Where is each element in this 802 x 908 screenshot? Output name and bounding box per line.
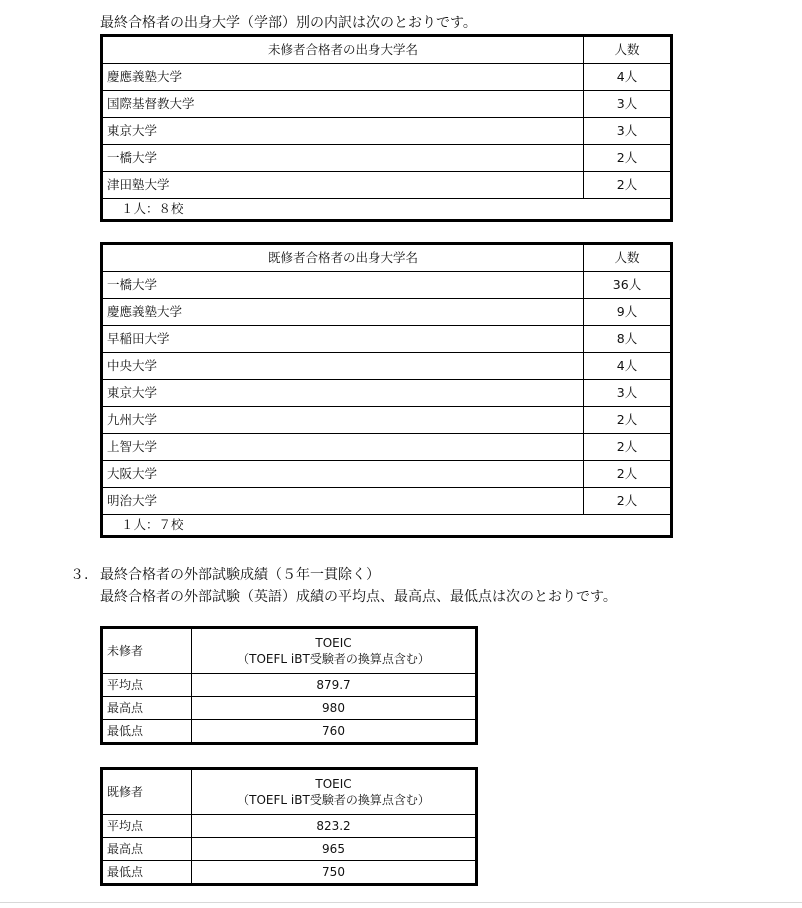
- test-header-line2: （TOEFL iBT受験者の換算点含む）: [237, 652, 430, 666]
- score-label: 最低点: [102, 720, 192, 744]
- table-row: [102, 380, 672, 407]
- student-count: 3人: [584, 118, 672, 145]
- student-count: 3人: [584, 91, 672, 118]
- student-count: 4人: [584, 353, 672, 380]
- university-name: 明治大学: [102, 488, 584, 515]
- score-value: 760: [192, 720, 477, 744]
- student-count: 4人: [584, 64, 672, 91]
- score-value: 965: [192, 838, 477, 861]
- table-footer-row: [102, 199, 672, 221]
- table-row: [102, 272, 672, 299]
- score-header-row: [102, 769, 477, 815]
- score-label: 最高点: [102, 697, 192, 720]
- table-row: [102, 91, 672, 118]
- score-label: 平均点: [102, 674, 192, 697]
- university-name: 中央大学: [102, 353, 584, 380]
- score-row: [102, 674, 477, 697]
- kishusha-university-table: [100, 242, 673, 538]
- test-header-line2: （TOEFL iBT受験者の換算点含む）: [237, 793, 430, 807]
- score-header-row: [102, 628, 477, 674]
- score-row: [102, 861, 477, 885]
- score-label: 平均点: [102, 815, 192, 838]
- university-name: 慶應義塾大学: [102, 299, 584, 326]
- table-footer-row: [102, 515, 672, 537]
- footer-note: １人：８校: [102, 199, 672, 221]
- test-header: [192, 769, 477, 815]
- student-count: 2人: [584, 407, 672, 434]
- test-header-line1: TOEIC: [315, 636, 352, 650]
- mishusha-university-table: [100, 34, 673, 222]
- university-name: 慶應義塾大学: [102, 64, 584, 91]
- student-count: 8人: [584, 326, 672, 353]
- student-count: 2人: [584, 434, 672, 461]
- section-number: ３.: [70, 567, 89, 583]
- table-row: [102, 353, 672, 380]
- score-row: [102, 720, 477, 744]
- score-value: 879.7: [192, 674, 477, 697]
- test-header: [192, 628, 477, 674]
- score-label: 最高点: [102, 838, 192, 861]
- university-name: 東京大学: [102, 380, 584, 407]
- table-row: [102, 326, 672, 353]
- table-row: [102, 461, 672, 488]
- table-row: [102, 488, 672, 515]
- university-name: 国際基督教大学: [102, 91, 584, 118]
- table-row: [102, 299, 672, 326]
- table-row: [102, 118, 672, 145]
- university-name: 東京大学: [102, 118, 584, 145]
- student-count: 36人: [584, 272, 672, 299]
- category-label: 未修者: [102, 628, 192, 674]
- student-count: 3人: [584, 380, 672, 407]
- student-count: 2人: [584, 145, 672, 172]
- university-name: 一橋大学: [102, 145, 584, 172]
- score-label: 最低点: [102, 861, 192, 885]
- university-name: 九州大学: [102, 407, 584, 434]
- score-value: 980: [192, 697, 477, 720]
- test-header-line1: TOEIC: [315, 777, 352, 791]
- university-name: 津田塾大学: [102, 172, 584, 199]
- header-university-name: 既修者合格者の出身大学名: [102, 244, 584, 272]
- table-row: [102, 434, 672, 461]
- table-row: [102, 172, 672, 199]
- student-count: 2人: [584, 172, 672, 199]
- university-name: 一橋大学: [102, 272, 584, 299]
- section-description: 最終合格者の外部試験（英語）成績の平均点、最高点、最低点は次のとおりです。: [100, 589, 617, 605]
- section-title: 最終合格者の外部試験成績（５年一貫除く）: [100, 567, 380, 583]
- intro-text: 最終合格者の出身大学（学部）別の内訳は次のとおりです。: [100, 15, 477, 31]
- score-value: 750: [192, 861, 477, 885]
- student-count: 9人: [584, 299, 672, 326]
- student-count: 2人: [584, 461, 672, 488]
- university-name: 上智大学: [102, 434, 584, 461]
- page-bottom-divider: [0, 902, 802, 903]
- footer-note: １人：７校: [102, 515, 672, 537]
- table-header-row: [102, 244, 672, 272]
- table-row: [102, 64, 672, 91]
- mishusha-score-table: [100, 626, 478, 745]
- header-university-name: 未修者合格者の出身大学名: [102, 36, 584, 64]
- table-header-row: [102, 36, 672, 64]
- table-row: [102, 145, 672, 172]
- student-count: 2人: [584, 488, 672, 515]
- score-row: [102, 697, 477, 720]
- score-value: 823.2: [192, 815, 477, 838]
- score-row: [102, 815, 477, 838]
- header-count: 人数: [584, 36, 672, 64]
- university-name: 大阪大学: [102, 461, 584, 488]
- category-label: 既修者: [102, 769, 192, 815]
- header-count: 人数: [584, 244, 672, 272]
- score-row: [102, 838, 477, 861]
- university-name: 早稲田大学: [102, 326, 584, 353]
- table-row: [102, 407, 672, 434]
- kishusha-score-table: [100, 767, 478, 886]
